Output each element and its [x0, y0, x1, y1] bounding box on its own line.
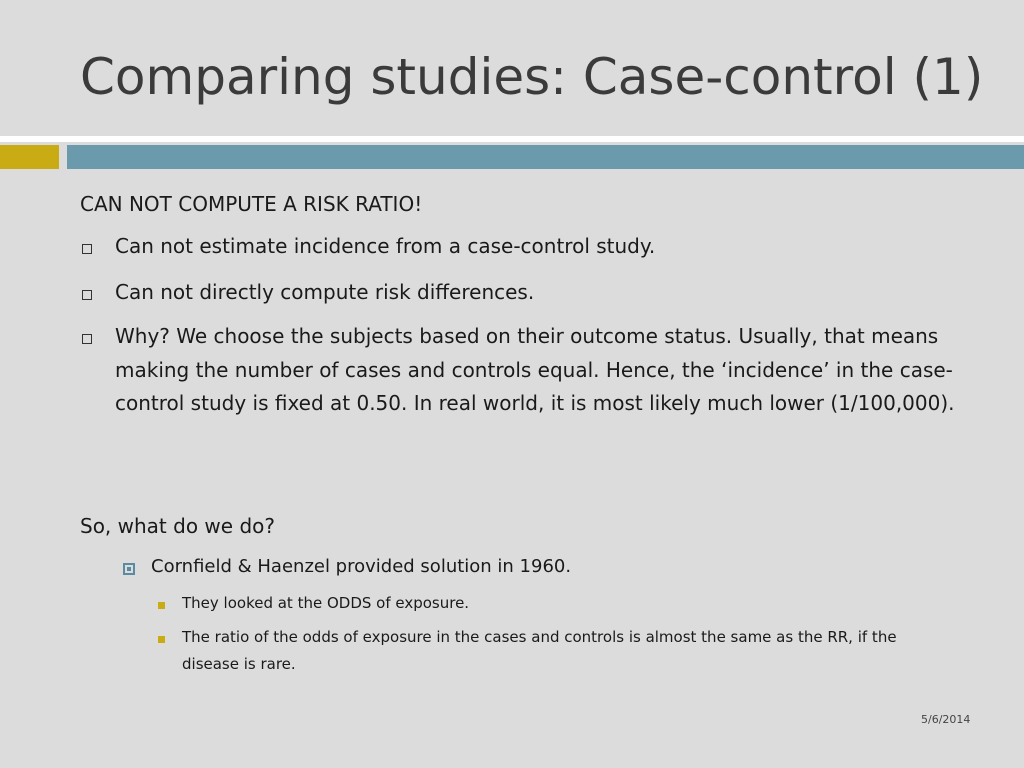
sub-sub-bullet-text: They looked at the ODDS of exposure.: [182, 594, 470, 612]
bullet-text: Can not estimate incidence from a case-control study.: [115, 234, 656, 258]
body-subheading: So, what do we do?: [80, 514, 275, 538]
bullet-text: Can not directly compute risk differences.: [115, 280, 535, 304]
sub-sub-bullet-text: The ratio of the odds of exposure in the cases and controls is almost the same as the RR, if the disease is rare.: [182, 628, 897, 673]
framed-square-icon: [123, 563, 135, 575]
hollow-square-icon: [82, 334, 92, 344]
hollow-square-icon: [82, 290, 92, 300]
sub-bullet-text: Cornfield & Haenzel provided solution in 1960.: [151, 556, 572, 577]
filled-square-icon: [158, 636, 165, 643]
body-heading: CAN NOT COMPUTE A RISK RATIO!: [80, 192, 423, 216]
slide-date: 5/6/2014: [921, 713, 971, 726]
slide-title: Comparing studies: Case-control (1): [80, 48, 984, 106]
filled-square-icon: [158, 602, 165, 609]
bullet-text: Why? We choose the subjects based on their outcome status. Usually, that means making the number of cases and controls equal. Hence, the ‘incidence’ in the case-control study is fixed at 0.50. In real world, it is most likely much lower (1/100,000).: [115, 324, 955, 415]
hollow-square-icon: [82, 244, 92, 254]
